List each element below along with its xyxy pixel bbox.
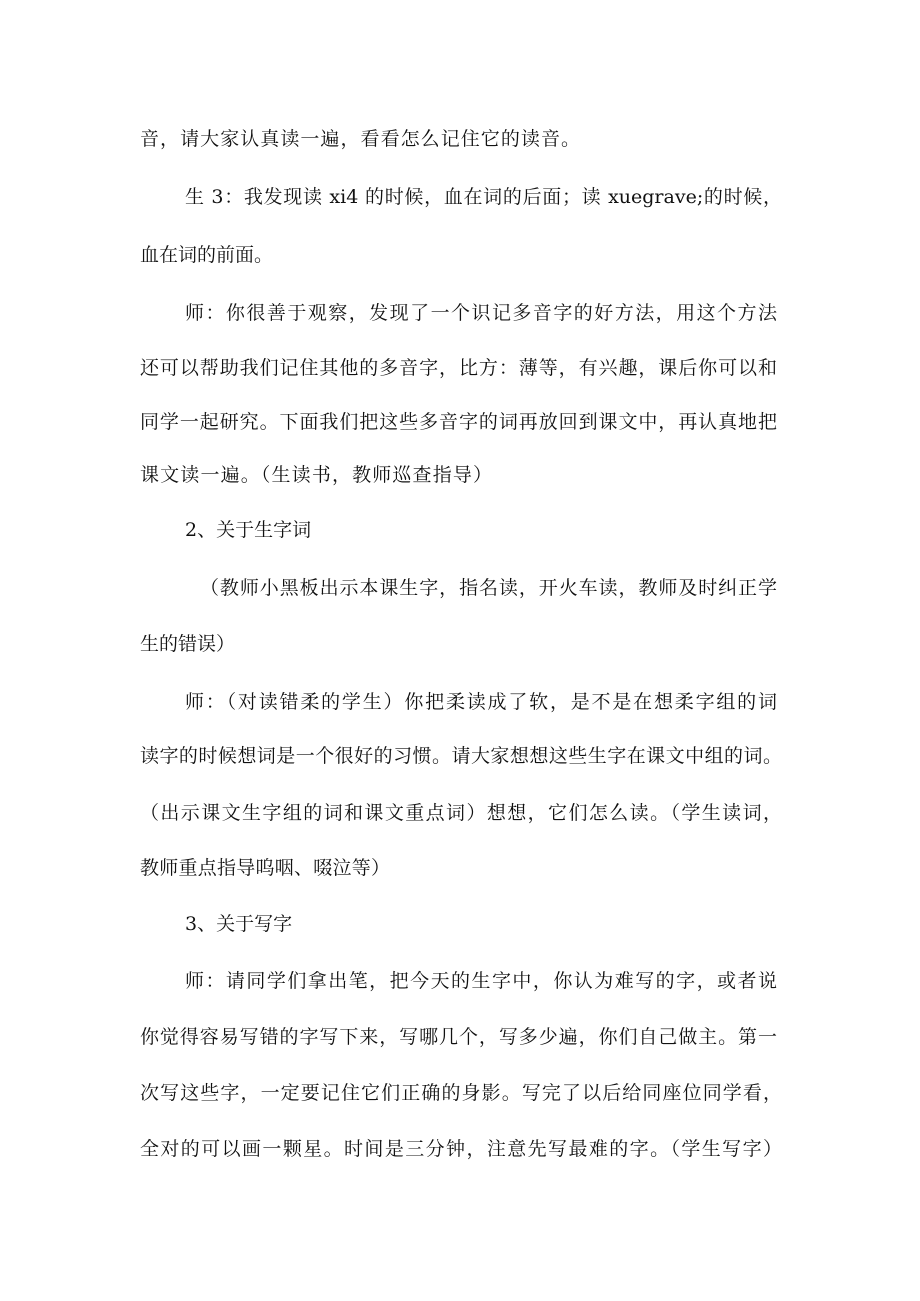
- line-text: 师：你很善于观察，发现了一个识记多音字的好方法，用这个方法: [185, 302, 777, 324]
- line-text: 师：请同学们拿出笔，把今天的生字中，你认为难写的字，或者说: [185, 970, 777, 992]
- line-text: 读字的时候想词是一个很好的习惯。请大家想想这些生字在课文中组的词。: [140, 745, 782, 767]
- line-text: 血在词的前面。: [140, 244, 274, 266]
- line-text: （教师小黑板出示本课生字，指名读，开火车读，教师及时纠正学: [200, 577, 777, 599]
- line-text: 同学一起研究。下面我们把这些多音字的词再放回到课文中，再认真地把: [140, 411, 777, 433]
- line-text: 次写这些字，一定要记住它们正确的身影。写完了以后给同座位同学看，: [140, 1082, 782, 1104]
- line-text: 2、关于生字词: [185, 519, 312, 541]
- line-text: 课文读一遍。（生读书，教师巡查指导）: [140, 464, 492, 486]
- line-text: 师：（对读错柔的学生）你把柔读成了软，是不是在想柔字组的词: [185, 691, 777, 713]
- line-text: （出示课文生字组的词和课文重点词）想想，它们怎么读。（学生读词，: [140, 802, 782, 824]
- line-text: 生的错误）: [140, 633, 236, 655]
- line-text: 全对的可以画一颗星。时间是三分钟，注意先写最难的字。（学生写字）: [140, 1138, 782, 1160]
- line-text: 生 3：我发现读 xi4 的时候，血在词的后面；读 xuegrave;的时候，: [185, 186, 782, 208]
- line-text: 你觉得容易写错的字写下来，写哪几个，写多少遍，你们自己做主。第一: [140, 1026, 777, 1048]
- line-text: 教师重点指导呜咽、啜泣等）: [140, 857, 390, 879]
- line-text: 3、关于写字: [185, 913, 293, 935]
- line-text: 音，请大家认真读一遍，看看怎么记住它的读音。: [140, 128, 580, 150]
- line-text: 还可以帮助我们记住其他的多音字，比方：薄等，有兴趣，课后你可以和: [140, 357, 777, 379]
